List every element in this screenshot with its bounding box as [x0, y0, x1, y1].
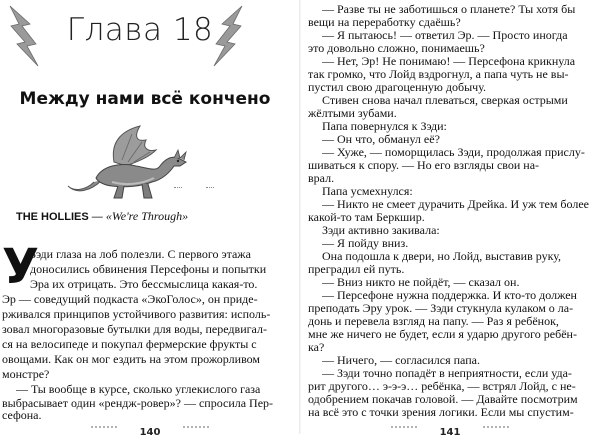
body-line: мне же ничего не будет, если я ударю другого ребён-	[308, 327, 577, 341]
dragon-illustration	[62, 122, 194, 204]
body-line: овощами. Как он мог ездить на этом прожорливом	[2, 352, 261, 366]
epigraph-band: THE HOLLIES	[16, 211, 89, 223]
body-line: монстре?	[2, 367, 50, 381]
body-line: вещи на переработку сдаёшь?	[308, 15, 461, 29]
body-line: — Ты вообще в курсе, сколько углекислого газа	[16, 382, 261, 396]
left-page	[0, 0, 300, 438]
body-line: Эра их отрицать. Это бессмыслица какая-то.	[30, 277, 258, 291]
body-line: Стивен снова начал плеваться, сверкая острыми	[322, 93, 568, 107]
body-line: — Хуже, — поморщилась Зэди, продолжая прислу-	[322, 145, 585, 159]
body-line: преподать Эру урок. — Зэди стукнула кулаком о ла-	[308, 301, 574, 315]
body-line: рит другого… э-э-э… ребёнка, — встрял Лойд, с не-	[308, 379, 576, 393]
body-line: одобрением покачав головой. — Давайте посмотрим	[308, 392, 578, 406]
page-number: 140	[139, 427, 161, 438]
footer-dots	[182, 425, 210, 429]
right-page	[300, 0, 600, 438]
body-line: какой-то там Беркшир.	[308, 210, 425, 224]
epigraph	[16, 209, 188, 224]
lightning-bolt-icon	[6, 4, 40, 68]
chapter-subtitle: Между нами всё кончено	[19, 89, 271, 109]
footer-dots	[482, 425, 510, 429]
page-footer	[390, 420, 510, 438]
body-line: Папа повернулся к Зэди:	[322, 119, 447, 133]
chapter-title: Глава 18	[66, 12, 214, 48]
body-line: шиваться к спору. — Но его взгляды свои на-	[308, 158, 540, 172]
body-line: преградил ей путь.	[308, 262, 405, 276]
body-line: — Он что, обманул её?	[322, 132, 440, 146]
body-line: доносились обвинения Персефоны и попытки	[30, 262, 267, 276]
body-line: так громко, что Лойд вздрогнул, а папа чуть не вы-	[308, 67, 569, 81]
body-line: — Разве ты не заботишься о планете? Ты хотя бы	[322, 2, 576, 16]
body-line: выбрасывает один «рендж-ровер»? — спросила Пер-	[2, 396, 274, 410]
page-number: 141	[439, 427, 461, 438]
body-line: — Персефоне нужна поддержка. И кто-то должен	[322, 288, 577, 302]
body-line: Она подошла к двери, но Лойд, выставив руку,	[322, 249, 562, 263]
decoration-dots	[174, 183, 182, 188]
body-line: пустил свою драгоценную добычу.	[308, 80, 486, 94]
body-line: — Нет, Эр! Не понимаю! — Персефона крикнула	[322, 54, 576, 68]
body-line: сефона.	[2, 408, 42, 422]
body-line: Папа усмехнулся:	[322, 184, 413, 198]
body-line: ся на велосипеде и покупал фермерские фрукты с	[2, 337, 257, 351]
body-line: — Я пойду вниз.	[322, 236, 409, 250]
body-line: Зэди активно закивала:	[322, 223, 440, 237]
epigraph-song: «We're Through»	[105, 209, 189, 223]
body-line: — Никто не смеет дурачить Дрейка. И уж тем более	[322, 197, 589, 211]
body-line: — Вниз никто не пойдёт, — сказал он.	[322, 275, 520, 289]
body-line: Зэди глаза на лоб полезли. С первого этажа	[30, 247, 251, 261]
body-line: — Зэди точно попадёт в неприятности, если уда-	[322, 366, 572, 380]
body-line: это довольно сложно, понимаешь?	[308, 41, 485, 55]
body-line: ка?	[308, 340, 325, 354]
body-line: Эр — соведущий подкаста «ЭкоГолос», он приде-	[2, 292, 258, 306]
page-footer	[90, 420, 210, 438]
body-line: зовал многоразовые бутылки для воды, передвигал-	[2, 322, 267, 336]
body-line: рживался принципов устойчивого развития: исполь-	[2, 307, 271, 321]
body-line: врал.	[308, 171, 335, 185]
lightning-bolt-icon	[212, 4, 246, 68]
decoration-dots	[206, 183, 214, 188]
body-line: — Я пытаюсь! — ответил Эр. — Просто иногда	[322, 28, 568, 42]
epigraph-dash: —	[88, 211, 106, 223]
drop-cap: У	[2, 239, 40, 295]
footer-dots	[390, 425, 418, 429]
body-line: донь и перевела взгляд на папу. — Раз я ребёнок,	[308, 314, 559, 328]
body-line: на всё это с точки зрения логики. Если мы спустим-	[308, 405, 574, 419]
body-line: жёлтыми зубами.	[308, 106, 397, 120]
footer-dots	[90, 425, 118, 429]
body-line: — Ничего, — согласился папа.	[322, 353, 480, 367]
